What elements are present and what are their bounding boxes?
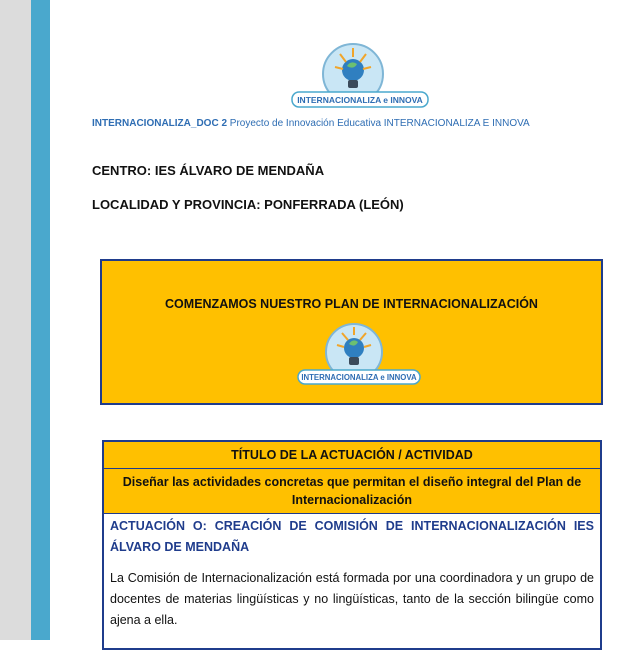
banner-logo-text: INTERNACIONALIZA e INNOVA (301, 373, 417, 382)
project-logo (290, 42, 430, 114)
banner-logo (296, 322, 422, 390)
document-reference (92, 118, 530, 129)
page-accent-bar (31, 0, 50, 640)
actuacion-body: La Comisión de Internacionalización está formada por una coordinadora y un grupo de docentes de materias lingüísticas y no lingüísticas, tanto de la sección bilingüe como ajena a ella. (110, 571, 594, 627)
page-margin-bar (0, 0, 31, 640)
table-subheader: Diseñar las actividades concretas que permitan el diseño integral del Plan de Internacionalización (122, 475, 582, 507)
logo-text: INTERNACIONALIZA e INNOVA (297, 95, 423, 105)
banner-title: COMENZAMOS NUESTRO PLAN DE INTERNACIONALIZACIÓN (165, 297, 538, 311)
table-header-row (104, 442, 600, 469)
table-header: TÍTULO DE LA ACTUACIÓN / ACTIVIDAD (231, 448, 473, 462)
localidad-label: LOCALIDAD Y PROVINCIA: PONFERRADA (LEÓN) (92, 197, 404, 212)
table-subheader-row (104, 469, 600, 514)
doc-code: INTERNACIONALIZA_DOC 2 (92, 118, 228, 129)
doc-description: Proyecto de Innovación Educativa INTERNACIONALIZA E INNOVA (227, 118, 530, 129)
activity-table (102, 440, 602, 650)
actuacion-title: ACTUACIÓN O: CREACIÓN DE COMISIÓN DE INTERNACIONALIZACIÓN IES ÁLVARO DE MENDAÑA (110, 519, 594, 554)
centro-label: CENTRO: IES ÁLVARO DE MENDAÑA (92, 163, 325, 178)
